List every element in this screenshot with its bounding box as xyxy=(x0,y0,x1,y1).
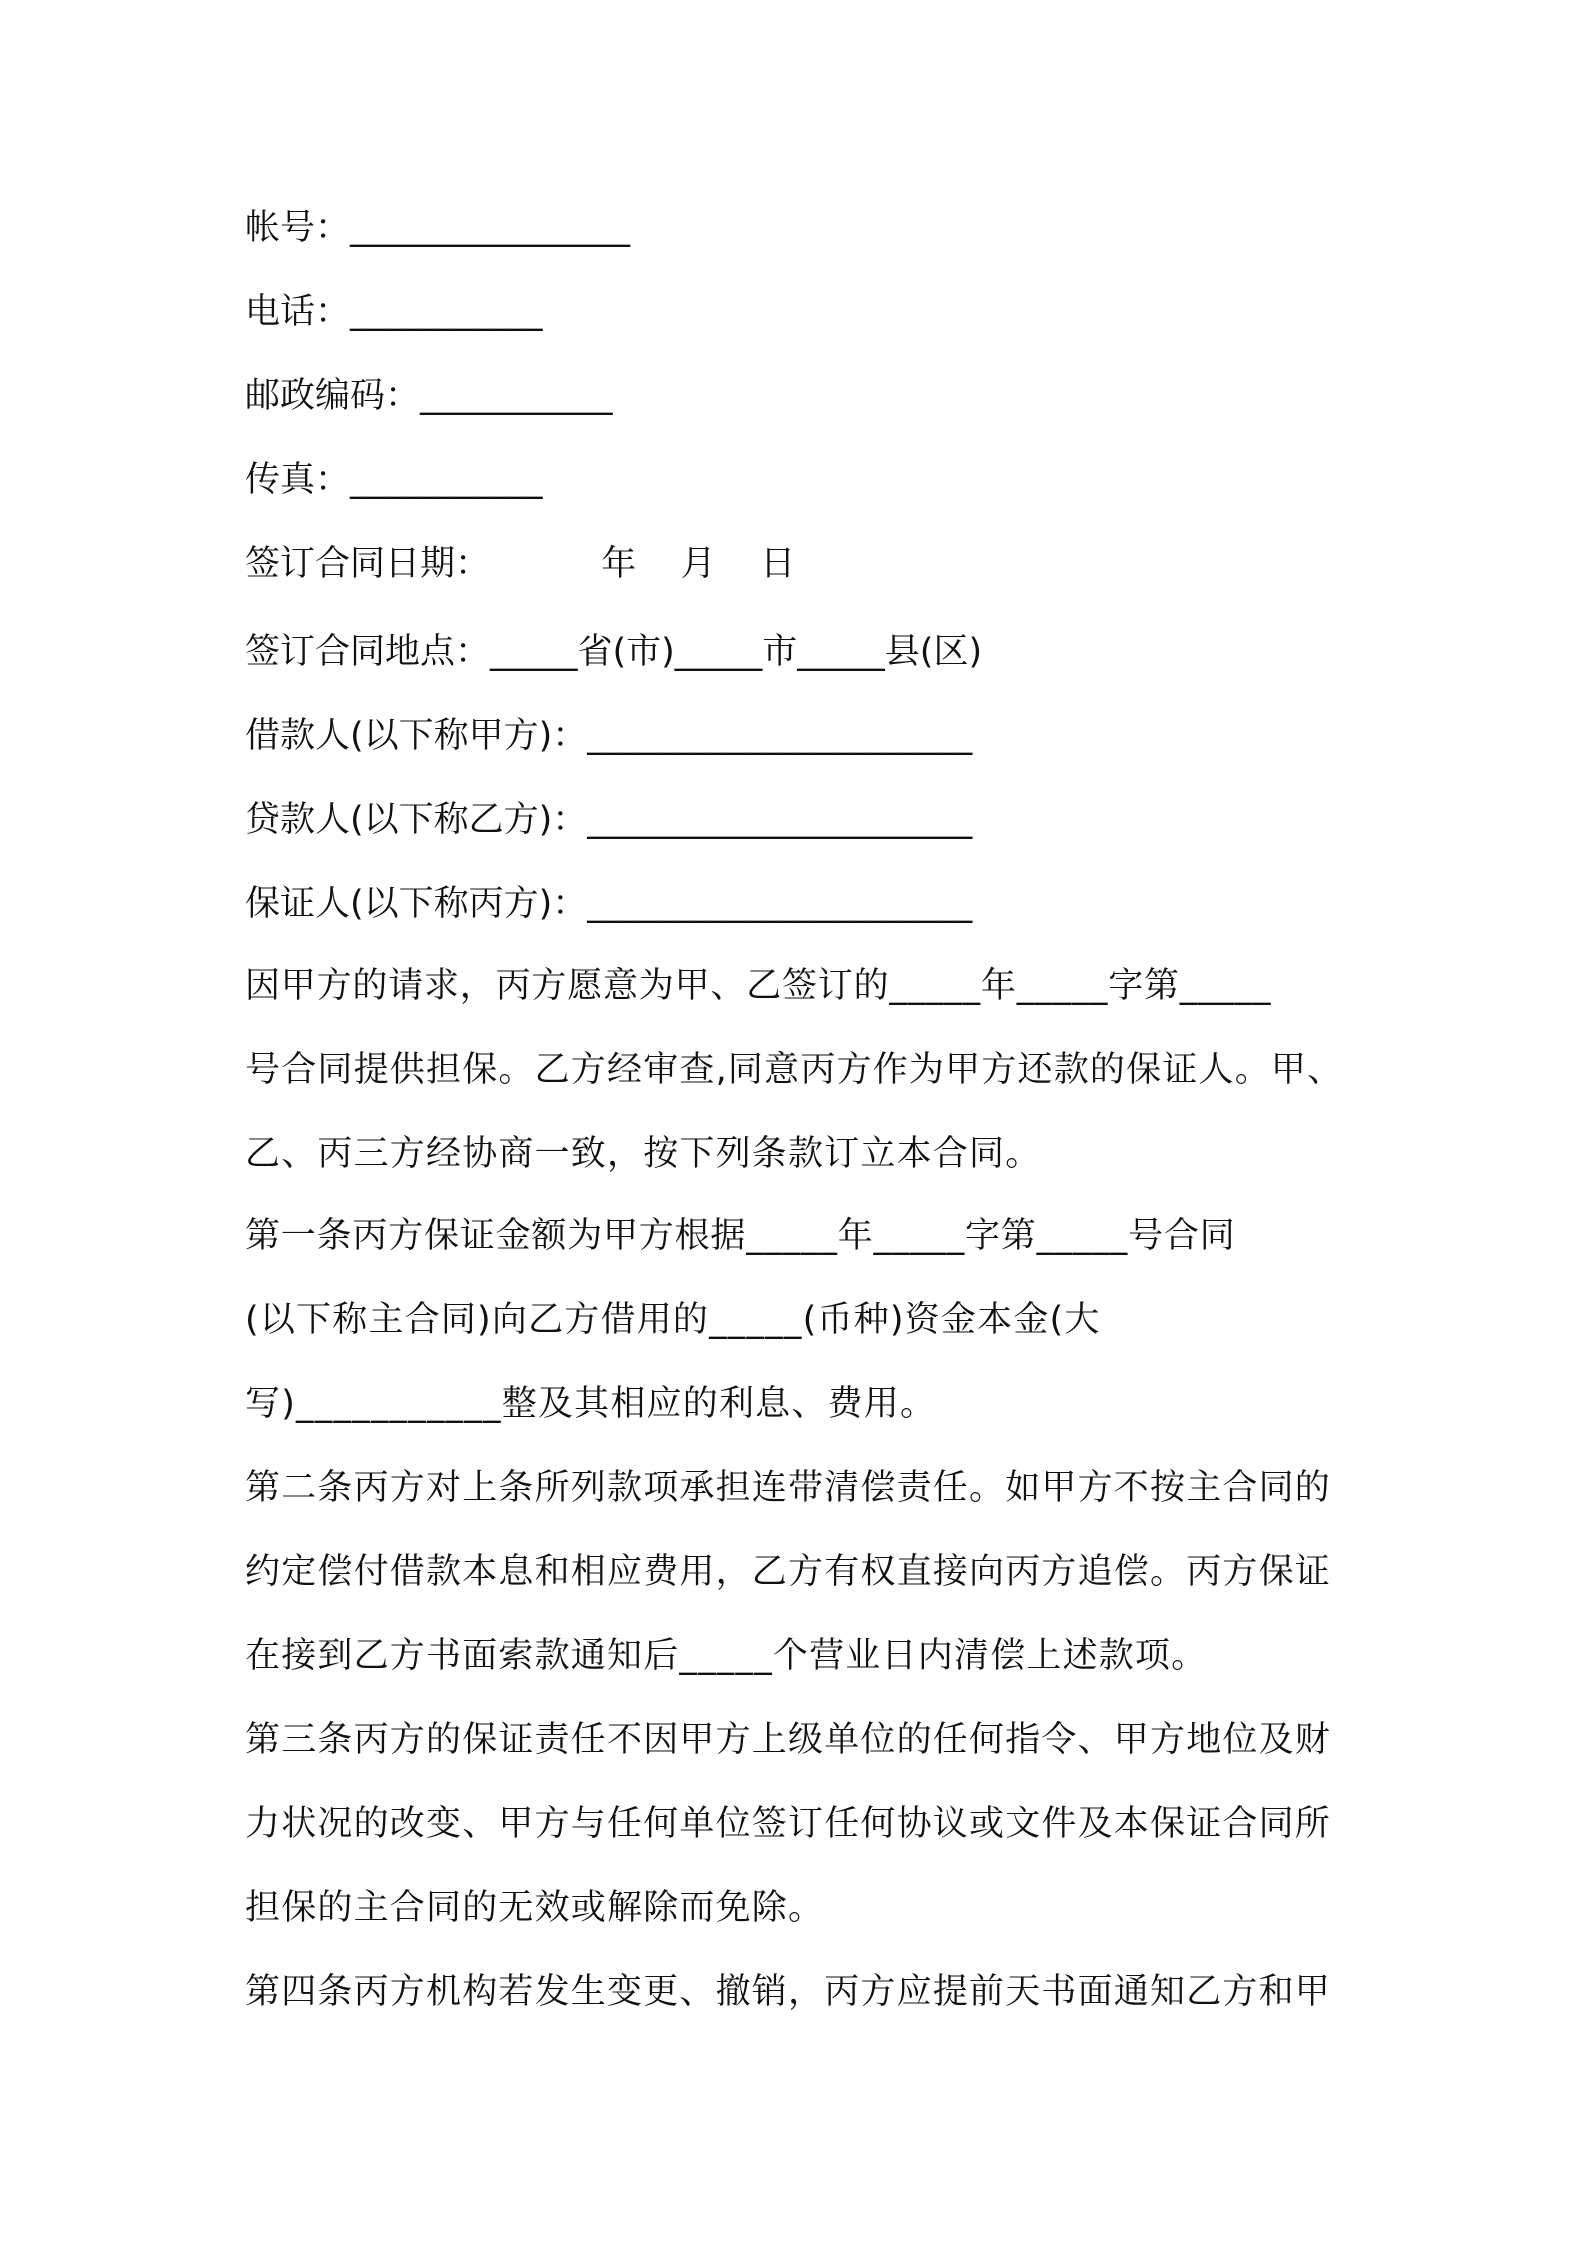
article4-line-1: 第四条丙方机构若发生变更、撤销，丙方应提前天书面通知乙方和甲 xyxy=(245,1972,1332,2012)
article2-line-1: 第二条丙方对上条所列款项承担连带清偿责任。如甲方不按主合同的 xyxy=(245,1468,1332,1508)
sign-date-field: 签订合同日期： 年 月 日 xyxy=(245,544,796,584)
lender-field: 贷款人(以下称乙方)：______________________ xyxy=(245,800,973,840)
preamble-line-2: 号合同提供担保。乙方经审查,同意丙方作为甲方还款的保证人。甲、 xyxy=(245,1050,1344,1090)
phone-field: 电话：___________ xyxy=(245,292,543,332)
postcode-field: 邮政编码：___________ xyxy=(245,376,613,416)
article2-line-2: 约定偿付借款本息和相应费用，乙方有权直接向丙方追偿。丙方保证 xyxy=(245,1552,1332,1592)
article1-line-2: (以下称主合同)向乙方借用的_____(币种)资金本金(大 xyxy=(245,1300,1101,1340)
article2-line-3: 在接到乙方书面索款通知后_____个营业日内清偿上述款项。 xyxy=(245,1636,1208,1676)
article1-line-1: 第一条丙方保证金额为甲方根据_____年_____字第_____号合同 xyxy=(245,1216,1236,1256)
fax-field: 传真：___________ xyxy=(245,460,543,500)
preamble-line-1: 因甲方的请求，丙方愿意为甲、乙签订的_____年_____字第_____ xyxy=(245,966,1272,1006)
article3-line-1: 第三条丙方的保证责任不因甲方上级单位的任何指令、甲方地位及财 xyxy=(245,1720,1332,1760)
sign-place-field: 签订合同地点：_____省(市)_____市_____县(区) xyxy=(245,632,983,672)
article1-line-3: 写)___________整及其相应的利息、费用。 xyxy=(245,1384,937,1424)
article3-line-3: 担保的主合同的无效或解除而免除。 xyxy=(245,1888,825,1928)
guarantor-field: 保证人(以下称丙方)：______________________ xyxy=(245,884,973,924)
article3-line-2: 力状况的改变、甲方与任何单位签订任何协议或文件及本保证合同所 xyxy=(245,1804,1332,1844)
account-field: 帐号：________________ xyxy=(245,208,631,248)
borrower-field: 借款人(以下称甲方)：______________________ xyxy=(245,716,973,756)
preamble-line-3: 乙、丙三方经协商一致，按下列条款订立本合同。 xyxy=(245,1134,1042,1174)
